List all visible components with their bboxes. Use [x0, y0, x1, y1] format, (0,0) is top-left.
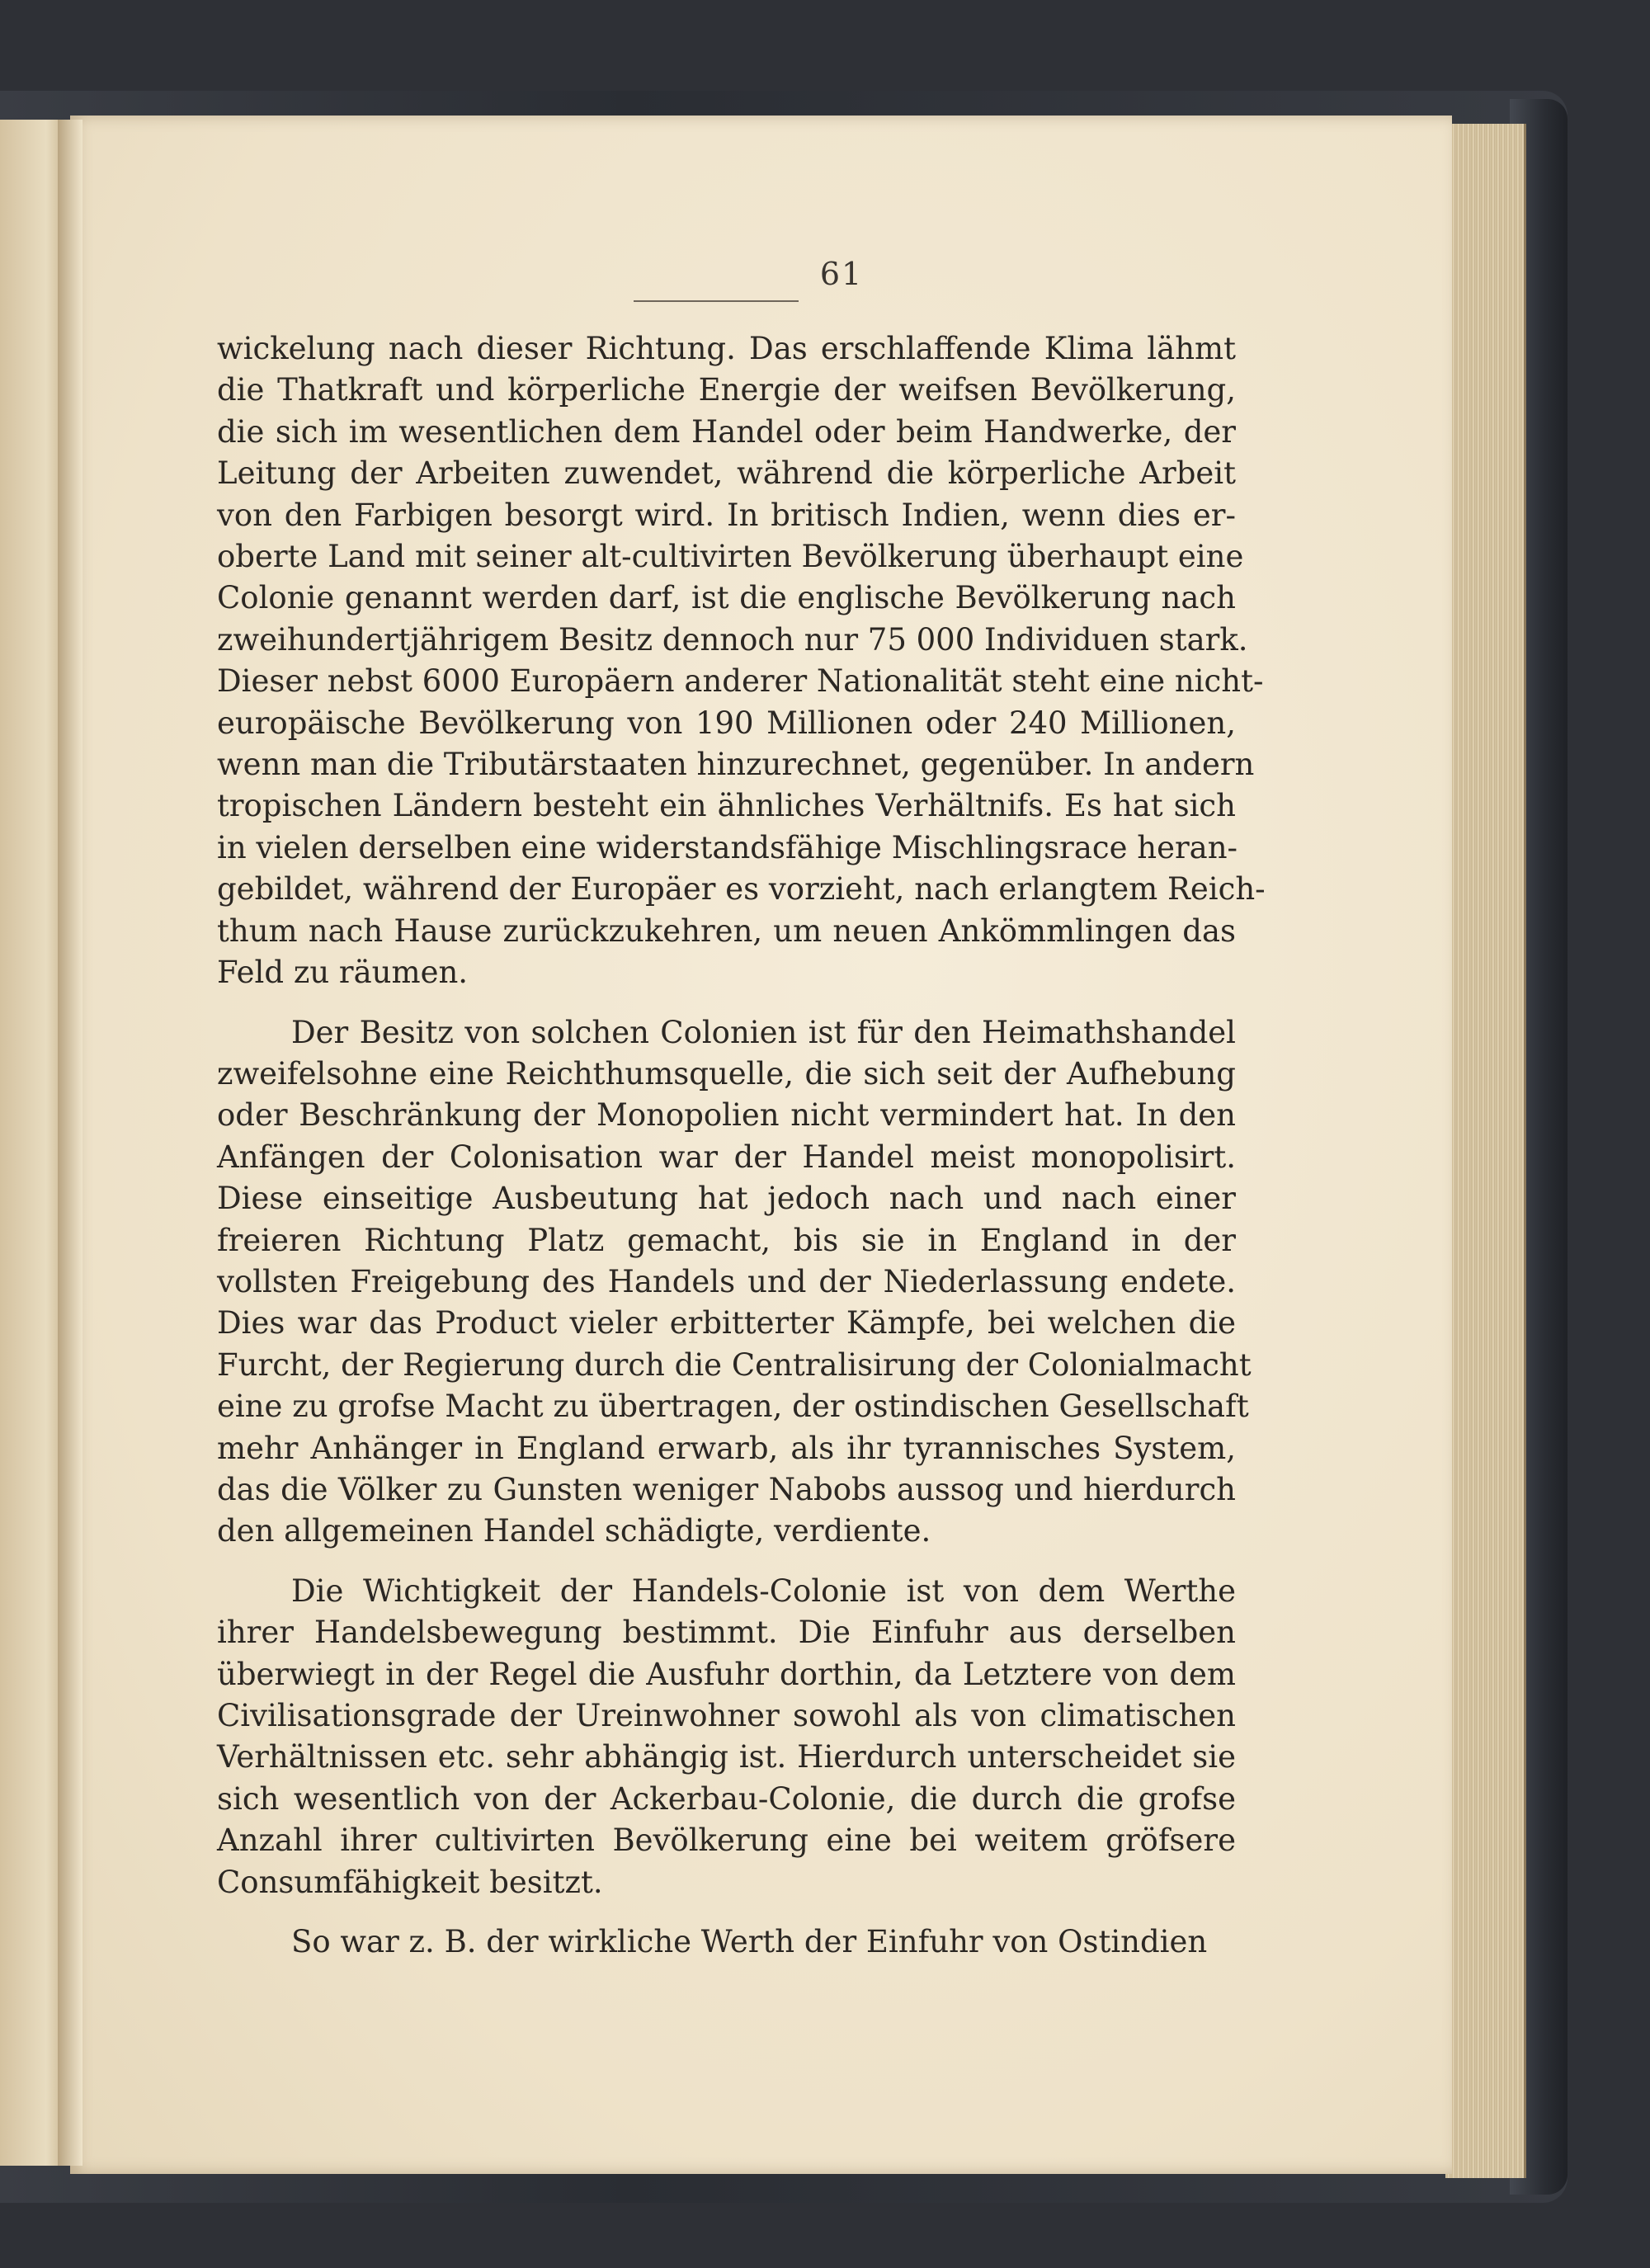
text-line: Die Wichtigkeit der Handels-Colonie ist von dem Werthe: [291, 1573, 1236, 1609]
text-line: oder Beschränkung der Monopolien nicht vermindert hat. In den: [217, 1097, 1236, 1134]
page-stack-edges: [1445, 124, 1526, 2178]
page-number: 61: [819, 256, 864, 292]
text-line: vollsten Freigebung des Handels und der Niederlassung endete.: [217, 1263, 1236, 1299]
text-line: die sich im wesentlichen dem Handel oder beim Handwerke, der: [217, 413, 1236, 450]
paragraph: [217, 1921, 1236, 1963]
text-line: eine zu grofse Macht zu übertragen, der ostindischen Gesellschaft: [217, 1389, 1249, 1425]
text-line: So war z. B. der wirkliche Werth der Einfuhr von Ostindien: [291, 1924, 1208, 1960]
text-line: Verhältnissen etc. sehr abhängig ist. Hierdurch unterscheidet sie: [217, 1739, 1236, 1775]
text-line: freieren Richtung Platz gemacht, bis sie in England in der: [217, 1222, 1236, 1258]
text-line: Feld zu räumen.: [217, 955, 469, 991]
text-line: Diese einseitige Ausbeutung hat jedoch nach und nach einer: [217, 1181, 1236, 1217]
paragraph: [217, 328, 1266, 994]
text-line: gebildet, während der Europäer es vorzieht, nach erlangtem Reich-: [217, 871, 1266, 908]
text-line: überwiegt in der Regel die Ausfuhr dorthin, da Letztere von dem: [217, 1656, 1236, 1692]
paragraph: [217, 1571, 1236, 1903]
text-line: Dies war das Product vieler erbitterter Kämpfe, bei welchen die: [217, 1305, 1236, 1341]
text-line: Dieser nebst 6000 Europäern anderer Nationalität steht eine nicht-: [217, 663, 1264, 700]
text-line: die Thatkraft und körperliche Energie der weifsen Bevölkerung,: [217, 372, 1236, 408]
text-line: europäische Bevölkerung von 190 Millionen oder 240 Millionen,: [217, 705, 1236, 741]
text-line: Colonie genannt werden darf, ist die englische Bevölkerung nach: [217, 580, 1236, 616]
text-line: das die Völker zu Gunsten weniger Nabobs aussog und hierdurch: [217, 1471, 1236, 1507]
text-line: von den Farbigen besorgt wird. In britisch Indien, wenn dies er-: [217, 497, 1236, 533]
text-line: oberte Land mit seiner alt-cultivirten Bevölkerung überhaupt eine: [217, 539, 1244, 575]
text-line: Anzahl ihrer cultivirten Bevölkerung eine bei weitem gröfsere: [217, 1822, 1236, 1859]
text-line: wenn man die Tributärstaaten hinzurechnet, gegenüber. In andern: [217, 747, 1255, 783]
text-line: Der Besitz von solchen Colonien ist für den Heimathshandel: [291, 1014, 1236, 1050]
text-line: tropischen Ländern besteht ein ähnliches Verhältnifs. Es hat sich: [217, 788, 1236, 824]
paragraph: [217, 1012, 1252, 1553]
text-line: in vielen derselben eine widerstandsfähige Mischlingsrace heran-: [217, 829, 1238, 865]
text-line: ihrer Handelsbewegung bestimmt. Die Einfuhr aus derselben: [217, 1615, 1236, 1651]
text-line: mehr Anhänger in England erwarb, als ihr tyrannisches System,: [217, 1430, 1236, 1466]
text-line: zweihundertjährigem Besitz dennoch nur 75 000 Individuen stark.: [217, 621, 1248, 658]
text-line: den allgemeinen Handel schädigte, verdiente.: [217, 1513, 931, 1549]
book-gutter: [58, 120, 82, 2166]
text-line: Furcht, der Regierung durch die Centralisirung der Colonialmacht: [217, 1346, 1252, 1383]
text-line: Anfängen der Colonisation war der Handel meist monopolisirt.: [217, 1139, 1236, 1175]
text-line: Leitung der Arbeiten zuwendet, während die körperliche Arbeit: [217, 455, 1236, 492]
text-line: Consumfähigkeit besitzt.: [217, 1864, 603, 1900]
text-line: Civilisationsgrade der Ureinwohner sowohl als von climatischen: [217, 1698, 1236, 1733]
text-line: sich wesentlich von der Ackerbau-Colonie, die durch die grofse: [217, 1780, 1236, 1817]
body-text: [217, 328, 1266, 1981]
previous-page-edge: [0, 120, 66, 2166]
text-line: thum nach Hause zurückzukehren, um neuen Ankömmlingen das: [217, 912, 1236, 949]
text-line: zweifelsohne eine Reichthumsquelle, die sich seit der Aufhebung: [217, 1055, 1236, 1092]
text-line: wickelung nach dieser Richtung. Das erschlaffende Klima lähmt: [217, 331, 1236, 366]
page-number-rule: [634, 300, 799, 302]
